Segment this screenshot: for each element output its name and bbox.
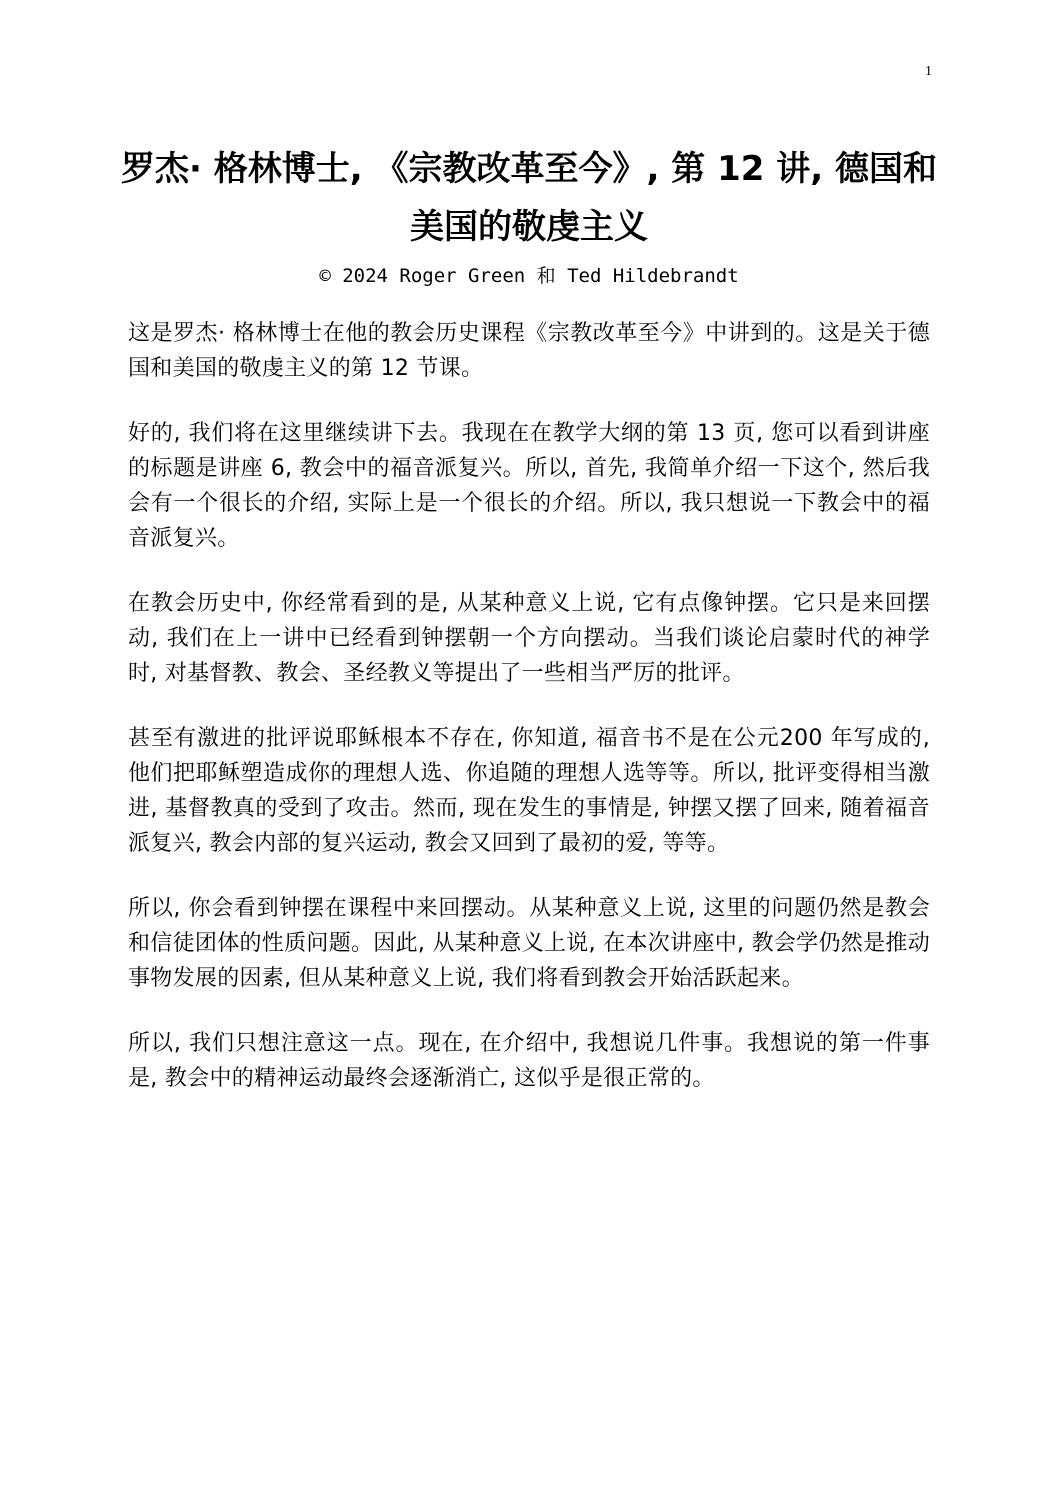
paragraph-5: 所以, 你会看到钟摆在课程中来回摆动。从某种意义上说, 这里的问题仍然是教会和信徒团体的性质问题。因此, 从某种意义上说, 在本次讲座中, 教会学仍然是推动事物发展的因素, 但从某种意义上说, 我们将看到教会开始活跃起来。: [128, 896, 930, 991]
copyright-line: © 2024 Roger Green 和 Ted Hildebrandt: [319, 265, 739, 287]
paragraph-6: 所以, 我们只想注意这一点。现在, 在介绍中, 我想说几件事。我想说的第一件事是, 教会中的精神运动最终会逐渐消亡, 这似乎是很正常的。: [128, 1031, 930, 1091]
paragraph-4: 甚至有激进的批评说耶稣根本不存在, 你知道, 福音书不是在公元200 年写成的, 他们把耶稣塑造成你的理想人选、你追随的理想人选等等。所以, 批评变得相当激进, 基督教真的受到了攻击。然而, 现在发生的事情是, 钟摆又摆了回来, 随着福音派复兴, 教会内部的复兴运动, 教会又回到了最初的爱, 等等。: [128, 726, 930, 856]
page-number: 1: [925, 64, 932, 79]
paragraph-2: 好的, 我们将在这里继续讲下去。我现在在教学大纲的第 13 页, 您可以看到讲座的标题是讲座 6, 教会中的福音派复兴。所以, 首先, 我简单介绍一下这个, 然后我会有一个很长的介绍, 实际上是一个很长的介绍。所以, 我只想说一下教会中的福音派复兴。: [128, 421, 930, 551]
paragraph-1: 这是罗杰· 格林博士在他的教会历史课程《宗教改革至今》中讲到的。这是关于德国和美国的敬虔主义的第 12 节课。: [128, 321, 930, 381]
paragraph-3: 在教会历史中, 你经常看到的是, 从某种意义上说, 它有点像钟摆。它只是来回摆动, 我们在上一讲中已经看到钟摆朝一个方向摆动。当我们谈论启蒙时代的神学时, 对基督教、教会、圣经教义等提出了一些相当严厉的批评。: [128, 591, 930, 686]
document-title: 罗杰· 格林博士, 《宗教改革至今》, 第 12 讲, 德国和美国的敬虔主义: [121, 149, 937, 247]
document-body: [128, 316, 930, 1126]
